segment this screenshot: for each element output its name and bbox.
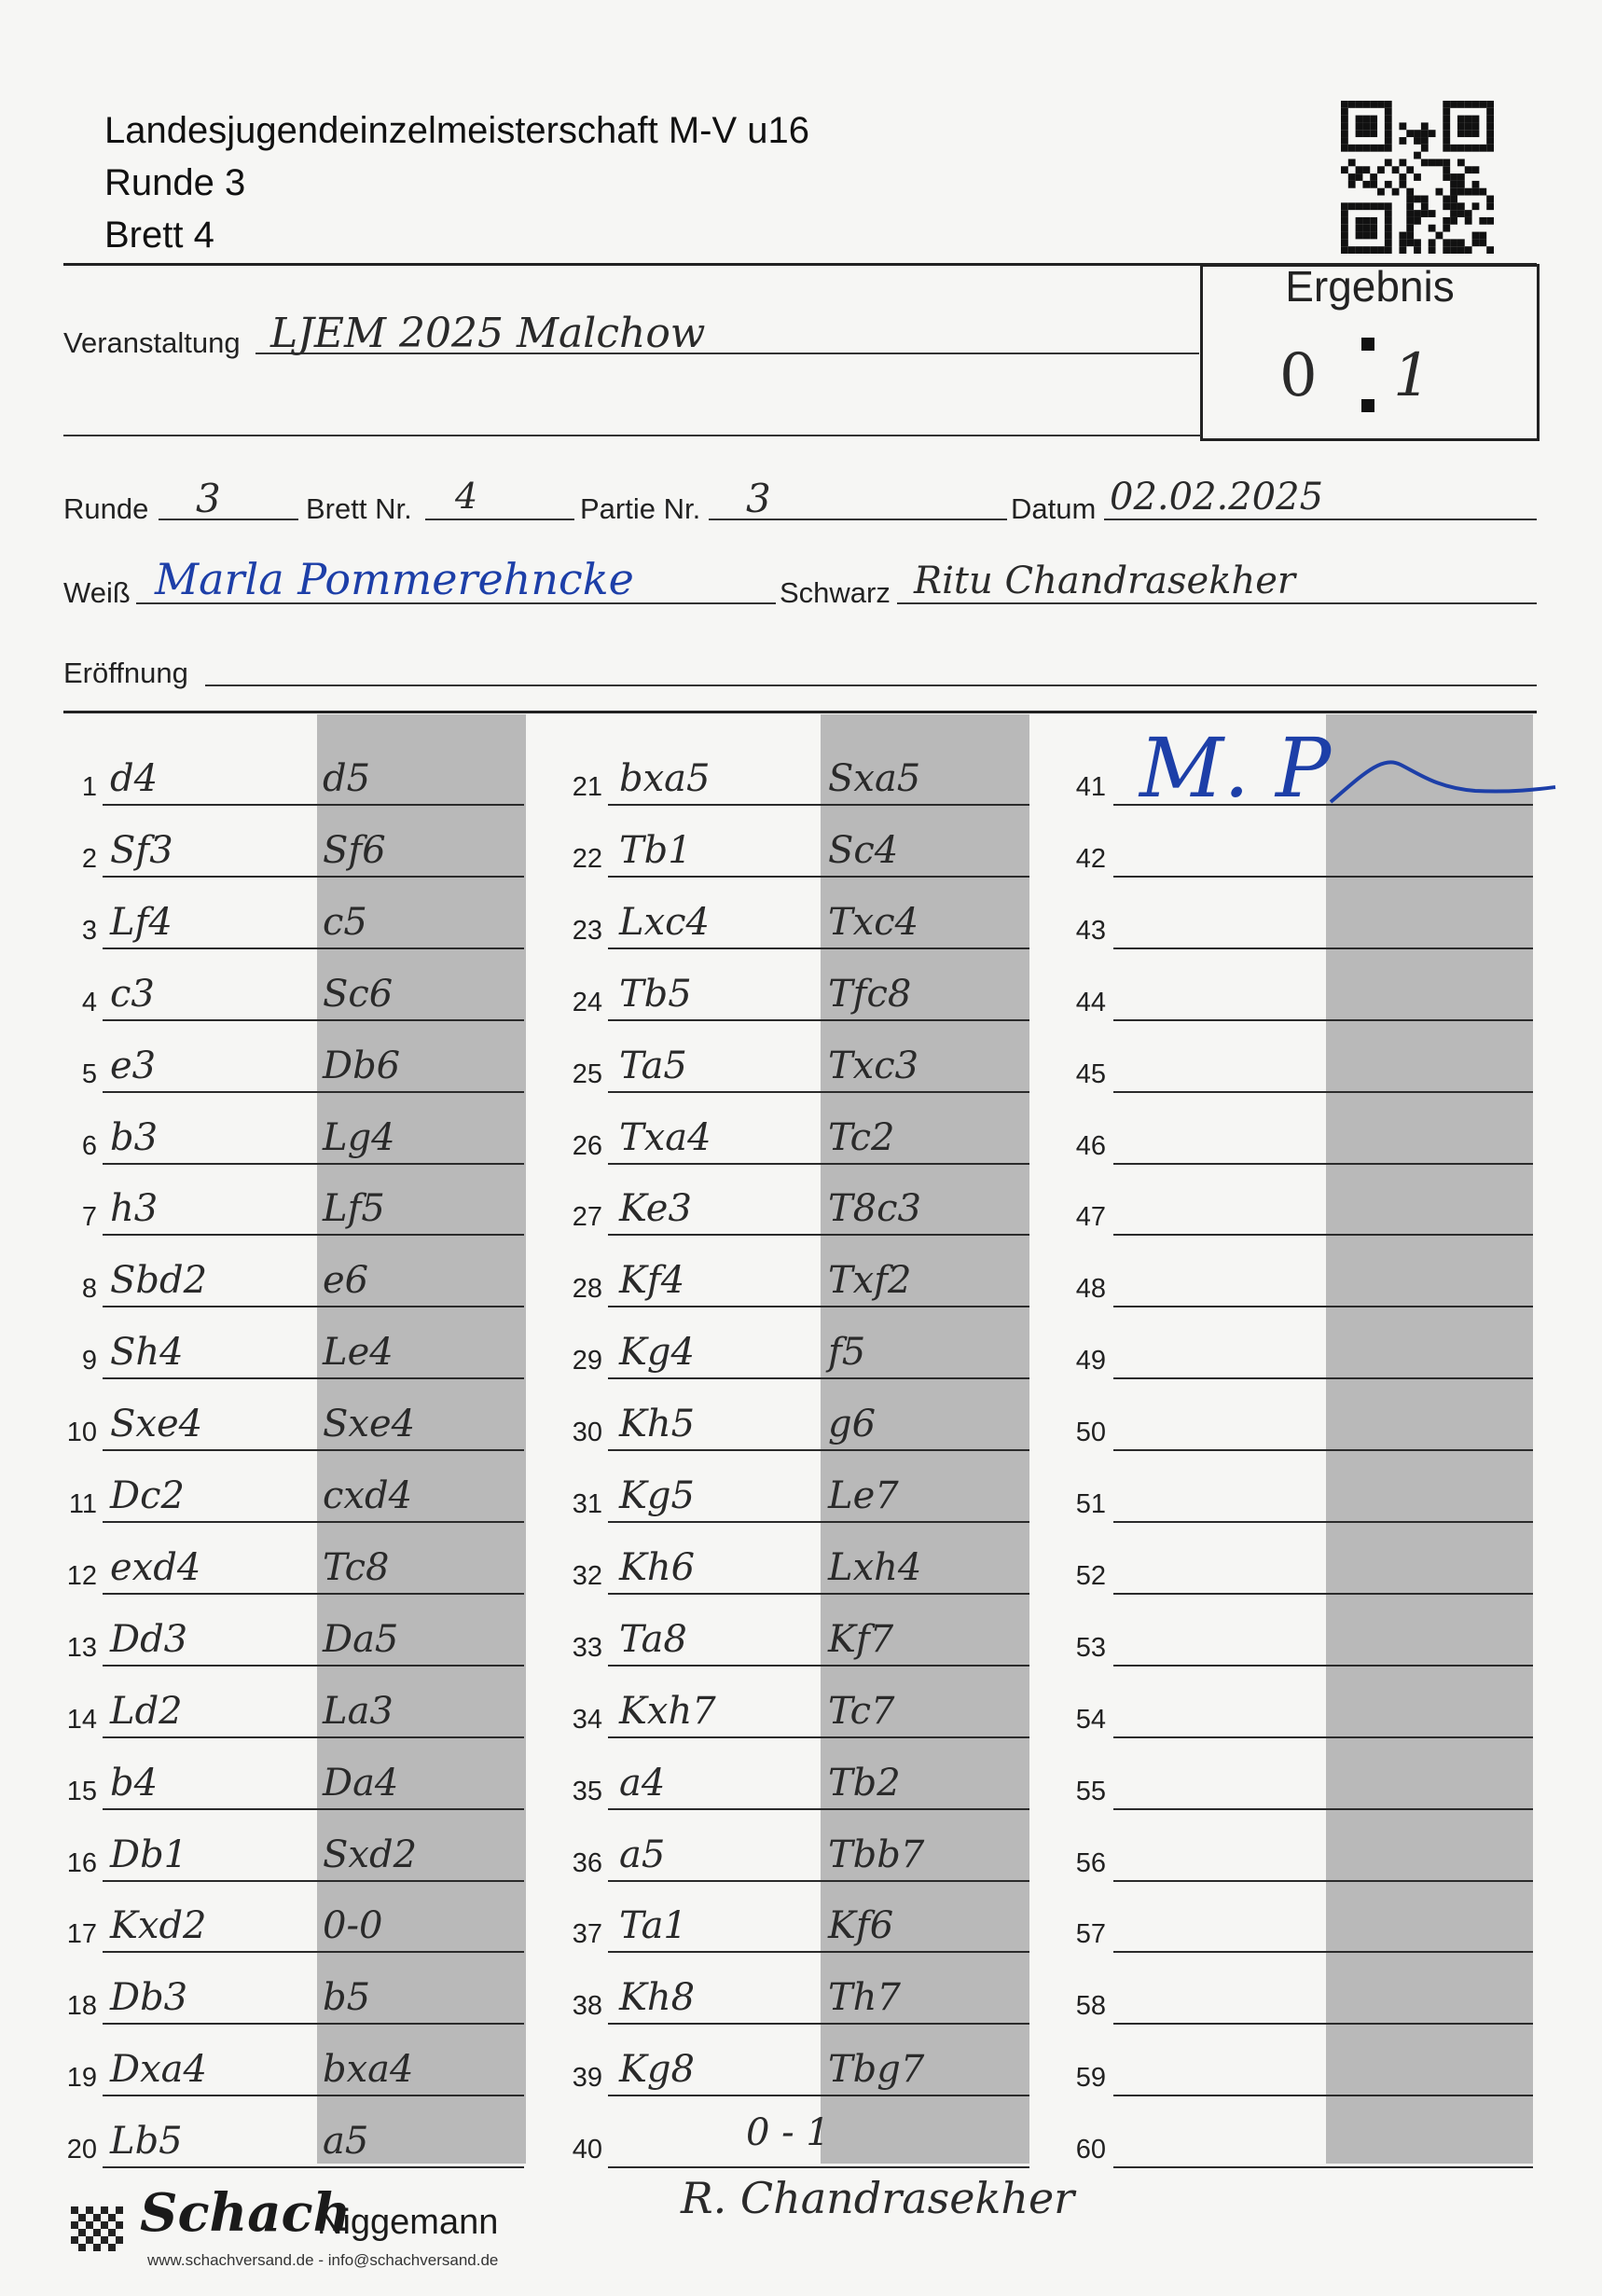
white-move: Kh5 [619, 1403, 696, 1446]
move-row-line [103, 1019, 524, 1021]
move-row-line [103, 1880, 524, 1882]
white-move: Dc2 [110, 1474, 185, 1517]
move-number: 21 [572, 772, 602, 802]
black-move: Th7 [828, 1976, 901, 2020]
black-move: bxa4 [323, 2048, 414, 2092]
move-row-line [608, 1234, 1029, 1236]
move-row-line [103, 2095, 524, 2096]
white-move: exd4 [110, 1545, 201, 1589]
black-move: Txc3 [828, 1044, 919, 1087]
move-row-line [608, 876, 1029, 878]
move-row-line [103, 1951, 524, 1953]
move-row-line [608, 1808, 1029, 1810]
black-move: Txf2 [828, 1259, 912, 1303]
black-move: La3 [323, 1689, 394, 1733]
black-move: Lg4 [323, 1115, 395, 1159]
move-number: 1 [81, 772, 97, 802]
move-number: 52 [1075, 1560, 1106, 1591]
move-row-line [608, 804, 1029, 806]
move-number: 3 [81, 915, 97, 946]
black-move: a5 [323, 2120, 369, 2164]
footer-separator: - [318, 2251, 324, 2269]
qr-code-icon [1341, 101, 1494, 254]
white-move: Kg4 [619, 1331, 695, 1375]
white-move: b4 [110, 1761, 159, 1805]
move-row-line [608, 1091, 1029, 1093]
move-row-line [608, 1019, 1029, 1021]
move-number: 16 [66, 1847, 97, 1878]
move-row-line [1113, 2095, 1533, 2096]
move-row-line [608, 2023, 1029, 2025]
move-number: 4 [81, 987, 97, 1017]
board-value: 4 [455, 476, 478, 517]
event-value: LJEM 2025 Malchow [270, 310, 706, 357]
black-label: Schwarz [780, 576, 891, 609]
move-row-line [103, 1377, 524, 1379]
black-move: Tbb7 [828, 1833, 925, 1876]
move-row-line [608, 1593, 1029, 1595]
white-move: c3 [110, 972, 155, 1016]
move-number: 53 [1075, 1632, 1106, 1663]
move-row-line [608, 2166, 1029, 2168]
white-move: Lxc4 [619, 900, 710, 944]
white-move: d4 [110, 757, 159, 800]
white-move: Txa4 [619, 1115, 711, 1159]
black-move: Sxd2 [323, 1833, 418, 1876]
move-row-line [1113, 1593, 1533, 1595]
move-number: 22 [572, 843, 602, 874]
move-number: 14 [66, 1704, 97, 1735]
white-move: Tb1 [619, 828, 692, 872]
result-divider [1200, 264, 1201, 436]
move-row-line [103, 1234, 524, 1236]
move-row-line [103, 1449, 524, 1451]
white-move: Db3 [110, 1976, 188, 2020]
move-number: 56 [1075, 1847, 1106, 1878]
board-label: Brett Nr. [306, 492, 412, 525]
move-number: 26 [572, 1130, 602, 1161]
move-row-line [103, 804, 524, 806]
result-colon-dot [1361, 399, 1374, 412]
move-row-line [608, 1951, 1029, 1953]
move-number: 33 [572, 1632, 602, 1663]
move-row-line [103, 947, 524, 949]
moves-rule [63, 711, 1537, 713]
move-number: 51 [1075, 1489, 1106, 1519]
white-move: Ta8 [619, 1617, 687, 1661]
black-move: T8c3 [828, 1187, 921, 1231]
black-move: Tb2 [828, 1761, 901, 1805]
result-black-score: 1 [1393, 341, 1431, 410]
white-move: Kh8 [619, 1976, 696, 2020]
move-number: 10 [66, 1418, 97, 1448]
sheet-title: Landesjugendeinzelmeisterschaft M-V u16 [104, 110, 809, 151]
move-row-line [103, 2023, 524, 2025]
move-row-line [1113, 1951, 1533, 1953]
move-number: 25 [572, 1058, 602, 1089]
black-move: Kf7 [828, 1617, 894, 1661]
move-row-line [1113, 1377, 1533, 1379]
white-move: a5 [619, 1833, 666, 1876]
white-signature: M. P [1139, 720, 1332, 816]
result-label: Ergebnis [1285, 262, 1455, 311]
move-row-line [608, 1521, 1029, 1523]
result-white-score: 0 [1279, 341, 1318, 410]
white-move: Db1 [110, 1833, 188, 1876]
move-row-line [1113, 1808, 1533, 1810]
move-row-line [1113, 1449, 1533, 1451]
black-move: Sc4 [828, 828, 899, 872]
white-move: Sh4 [110, 1331, 184, 1375]
white-label: Weiß [63, 576, 131, 609]
move-number: 8 [81, 1274, 97, 1305]
white-move: a4 [619, 1761, 666, 1805]
game-value: 3 [746, 476, 771, 521]
move-row-line [1113, 1736, 1533, 1738]
move-number: 20 [66, 2135, 97, 2165]
move-number: 36 [572, 1847, 602, 1878]
white-move: bxa5 [619, 757, 711, 800]
move-number: 41 [1075, 772, 1106, 802]
white-move: Sbd2 [110, 1259, 208, 1303]
white-move: Ta5 [619, 1044, 687, 1087]
move-number: 50 [1075, 1418, 1106, 1448]
move-row-line [608, 1449, 1029, 1451]
move-number: 34 [572, 1704, 602, 1735]
round-underline [159, 519, 298, 520]
date-label: Datum [1011, 492, 1097, 525]
move-row-line [1113, 1019, 1533, 1021]
black-move: Sxa5 [828, 757, 921, 800]
white-move: Sxe4 [110, 1403, 203, 1446]
black-move: Tc7 [828, 1689, 895, 1733]
white-move: Ta1 [619, 1904, 687, 1948]
chess-knight-logo-icon [62, 2193, 136, 2268]
move-number: 7 [81, 1202, 97, 1233]
move-row-line [608, 947, 1029, 949]
event-label: Veranstaltung [63, 326, 241, 359]
white-signature-stroke [1326, 737, 1559, 811]
black-move: Tbg7 [828, 2048, 925, 2092]
move-number: 40 [572, 2135, 602, 2165]
move-number: 49 [1075, 1346, 1106, 1376]
move-row-line [608, 1880, 1029, 1882]
black-move: b5 [323, 1976, 371, 2020]
black-player-name: Ritu Chandrasekher [914, 560, 1296, 602]
move-row-line [1113, 1234, 1533, 1236]
move-number: 18 [66, 1991, 97, 2022]
white-move: Ke3 [619, 1187, 692, 1231]
move-number: 24 [572, 987, 602, 1017]
black-move: e6 [323, 1259, 369, 1303]
white-move: Lb5 [110, 2120, 183, 2164]
black-move: Da4 [323, 1761, 399, 1805]
black-move: Sxe4 [323, 1403, 416, 1446]
move-number: 19 [66, 2063, 97, 2094]
white-move: Sf3 [110, 828, 173, 872]
black-move: Le4 [323, 1331, 394, 1375]
move-row-line [1113, 1880, 1533, 1882]
move-number: 58 [1075, 1991, 1106, 2022]
black-move: Sc6 [323, 972, 394, 1016]
white-player-name: Marla Pommerehncke [155, 554, 634, 604]
move-row-line [608, 1377, 1029, 1379]
date-underline [1104, 519, 1537, 520]
move-number: 11 [68, 1489, 97, 1519]
white-move: Kf4 [619, 1259, 685, 1303]
black-move: Sf6 [323, 828, 386, 872]
move-row-line [608, 1306, 1029, 1307]
black-move: Txc4 [828, 900, 919, 944]
white-move: Kg5 [619, 1474, 695, 1517]
black-move: Lxh4 [828, 1545, 922, 1589]
move-row-line [103, 1736, 524, 1738]
move-number: 43 [1075, 915, 1106, 946]
white-move: Kh6 [619, 1545, 696, 1589]
move-row-line [103, 1163, 524, 1165]
black-underline [897, 602, 1537, 604]
company-name: Niggemann [317, 2203, 499, 2242]
black-column-3 [1326, 714, 1533, 2164]
white-move: Kg8 [619, 2048, 695, 2092]
move-number: 55 [1075, 1776, 1106, 1806]
move-number: 45 [1075, 1058, 1106, 1089]
white-move: Ld2 [110, 1689, 183, 1733]
white-move: Lf4 [110, 900, 173, 944]
black-move: Da5 [323, 1617, 399, 1661]
move-number: 46 [1075, 1130, 1106, 1161]
move-row-line [608, 1665, 1029, 1667]
footer-contact [147, 2251, 498, 2270]
move-row-line [1113, 1306, 1533, 1307]
brand-logo-text: Schach [140, 2182, 352, 2244]
move-number: 6 [81, 1130, 97, 1161]
move-number: 23 [572, 915, 602, 946]
move-number: 37 [572, 1919, 602, 1950]
white-move: Dd3 [110, 1617, 188, 1661]
move-number: 28 [572, 1274, 602, 1305]
move-row-line [103, 1665, 524, 1667]
black-move: g6 [828, 1403, 877, 1446]
game-label: Partie Nr. [580, 492, 701, 525]
move-row-line [103, 2166, 524, 2168]
black-move: Kf6 [828, 1904, 894, 1948]
black-move: 0-0 [323, 1904, 383, 1948]
black-move: d5 [323, 757, 371, 800]
black-move: Db6 [323, 1044, 401, 1087]
move-row-line [103, 1521, 524, 1523]
round-heading: Runde 3 [104, 162, 246, 203]
round-value: 3 [196, 476, 221, 521]
black-move: cxd4 [323, 1474, 413, 1517]
move-number: 31 [572, 1489, 602, 1519]
footer-email[interactable]: info@schachversand.de [327, 2251, 499, 2269]
white-move: Dxa4 [110, 2048, 207, 2092]
move-row-line [1113, 1091, 1533, 1093]
move-row-line [1113, 2166, 1533, 2168]
move-number: 32 [572, 1560, 602, 1591]
move-number: 59 [1075, 2063, 1106, 2094]
opening-label: Eröffnung [63, 657, 188, 689]
white-move: Kxd2 [110, 1904, 207, 1948]
opening-underline [205, 685, 1537, 686]
move-number: 17 [66, 1919, 97, 1950]
move-number: 38 [572, 1991, 602, 2022]
move-number: 44 [1075, 987, 1106, 1017]
event-second-line [63, 435, 1201, 436]
move-row-line [1113, 2023, 1533, 2025]
move-number: 60 [1075, 2135, 1106, 2165]
move-number: 42 [1075, 843, 1106, 874]
white-move: e3 [110, 1044, 157, 1087]
black-move: Tfc8 [828, 972, 912, 1016]
move-number: 2 [81, 843, 97, 874]
move-row-line [103, 1808, 524, 1810]
final-result: 0 - 1 [746, 2111, 830, 2154]
move-number: 15 [66, 1776, 97, 1806]
move-row-line [608, 1163, 1029, 1165]
result-colon-dot [1361, 338, 1374, 351]
move-row-line [103, 876, 524, 878]
move-number: 13 [66, 1632, 97, 1663]
white-move: b3 [110, 1115, 159, 1159]
move-row-line [1113, 1521, 1533, 1523]
board-heading: Brett 4 [104, 214, 214, 256]
move-number: 29 [572, 1346, 602, 1376]
black-move: c5 [323, 900, 367, 944]
move-number: 47 [1075, 1202, 1106, 1233]
white-move: Kxh7 [619, 1689, 716, 1733]
move-number: 57 [1075, 1919, 1106, 1950]
move-number: 35 [572, 1776, 602, 1806]
round-label: Runde [63, 492, 149, 525]
black-move: Lf5 [323, 1187, 385, 1231]
move-number: 9 [81, 1346, 97, 1376]
move-row-line [1113, 876, 1533, 878]
move-number: 30 [572, 1418, 602, 1448]
move-row-line [1113, 1665, 1533, 1667]
move-row-line [103, 1091, 524, 1093]
move-number: 54 [1075, 1704, 1106, 1735]
move-number: 5 [81, 1058, 97, 1089]
black-move: Tc2 [828, 1115, 895, 1159]
board-underline [425, 519, 574, 520]
white-move: h3 [110, 1187, 159, 1231]
footer-website[interactable]: www.schachversand.de [147, 2251, 314, 2269]
black-move: Tc8 [323, 1545, 390, 1589]
date-value: 02.02.2025 [1110, 476, 1324, 519]
move-number: 39 [572, 2063, 602, 2094]
move-row-line [608, 2095, 1029, 2096]
white-move: Tb5 [619, 972, 692, 1016]
black-move: f5 [828, 1331, 866, 1375]
move-number: 48 [1075, 1274, 1106, 1305]
move-row-line [608, 1736, 1029, 1738]
move-row-line [1113, 947, 1533, 949]
move-number: 27 [572, 1202, 602, 1233]
black-move: Le7 [828, 1474, 899, 1517]
move-row-line [103, 1306, 524, 1307]
move-row-line [103, 1593, 524, 1595]
move-row-line [1113, 1163, 1533, 1165]
black-signature: R. Chandrasekher [681, 2173, 1075, 2223]
move-number: 12 [66, 1560, 97, 1591]
